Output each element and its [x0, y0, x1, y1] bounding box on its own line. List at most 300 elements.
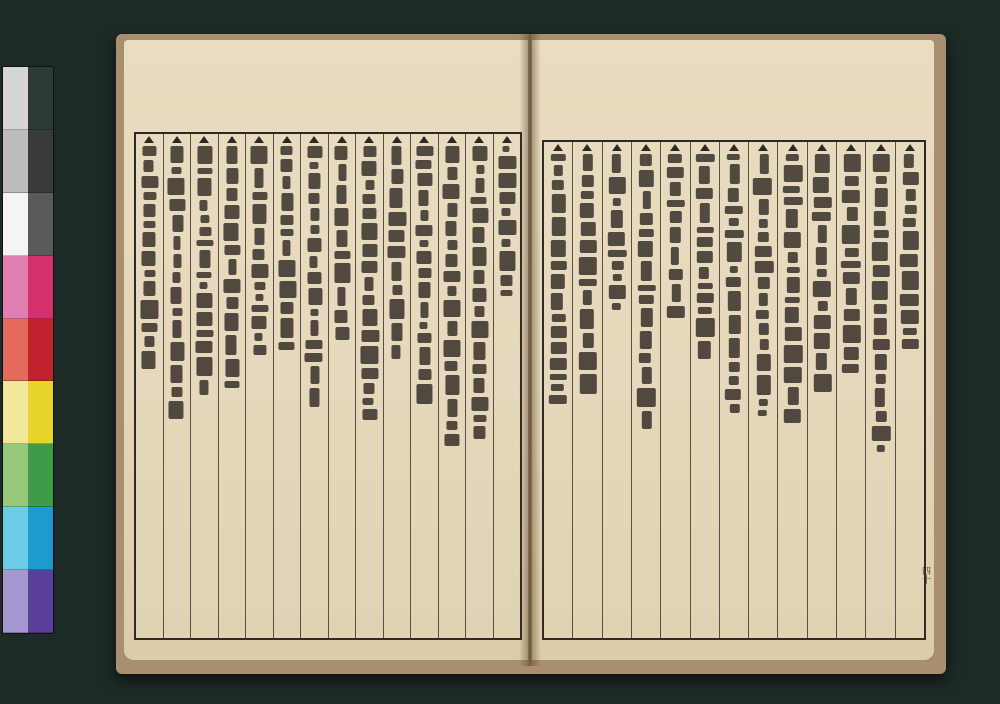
ink-stroke	[725, 389, 741, 400]
ink-stroke	[550, 358, 567, 370]
column-marker-icon	[364, 136, 374, 143]
column-marker-icon	[254, 136, 264, 143]
ink-stroke	[224, 205, 239, 219]
ink-stroke	[223, 279, 241, 293]
column-marker-icon	[199, 136, 209, 143]
column-marker-icon	[282, 136, 292, 143]
ink-stroke	[311, 320, 319, 336]
ink-stroke	[364, 146, 377, 157]
ink-stroke	[254, 333, 263, 341]
ink-stroke	[473, 247, 487, 266]
ink-stroke	[388, 246, 405, 258]
ink-stroke	[361, 223, 377, 240]
ink-stroke	[363, 295, 375, 305]
ink-stroke	[334, 263, 350, 283]
ink-stroke	[282, 193, 294, 211]
column-marker-icon	[729, 144, 739, 151]
colour-swatch	[3, 319, 28, 382]
ink-stroke	[813, 281, 830, 297]
brush-script-text	[167, 146, 186, 419]
ink-stroke	[226, 359, 239, 377]
ink-stroke	[252, 192, 268, 200]
ink-stroke	[670, 211, 682, 222]
ink-stroke	[363, 383, 375, 394]
ink-stroke	[641, 261, 652, 281]
text-column	[300, 134, 328, 638]
ink-stroke	[171, 387, 182, 397]
left-page	[124, 40, 528, 660]
ink-stroke	[729, 362, 740, 371]
ink-stroke	[551, 342, 567, 355]
ink-stroke	[310, 256, 318, 268]
ink-stroke	[841, 225, 859, 244]
ink-stroke	[841, 190, 860, 203]
brush-script-text	[387, 146, 406, 359]
ink-stroke	[728, 291, 741, 311]
ink-stroke	[196, 240, 213, 247]
column-marker-icon	[419, 136, 429, 143]
column-marker-icon	[474, 136, 484, 143]
ink-stroke	[336, 230, 347, 248]
ink-stroke	[612, 154, 621, 173]
ink-stroke	[283, 176, 291, 189]
ink-stroke	[254, 228, 264, 245]
ink-stroke	[279, 260, 296, 277]
ink-stroke	[196, 272, 212, 278]
ink-stroke	[816, 353, 827, 370]
brush-script-text	[250, 146, 269, 355]
ink-stroke	[813, 177, 829, 193]
colour-swatch	[28, 507, 53, 570]
ink-stroke	[420, 322, 428, 329]
ink-stroke	[310, 388, 320, 407]
ink-stroke	[310, 208, 319, 221]
ink-stroke	[415, 225, 432, 236]
colour-swatch	[3, 381, 28, 444]
brush-script-text	[665, 154, 685, 318]
ink-stroke	[361, 330, 379, 342]
ink-stroke	[197, 178, 211, 195]
ink-stroke	[445, 361, 458, 371]
ink-stroke	[613, 274, 622, 281]
ink-stroke	[392, 345, 401, 359]
ink-stroke	[474, 415, 487, 421]
open-book	[116, 34, 946, 674]
column-marker-icon	[337, 136, 347, 143]
ink-stroke	[845, 248, 858, 257]
ink-stroke	[365, 277, 374, 291]
brush-script-text	[841, 154, 861, 373]
left-page-text-frame	[134, 132, 522, 640]
ink-stroke	[445, 254, 458, 267]
ink-stroke	[447, 321, 457, 336]
ink-stroke	[388, 230, 405, 242]
ink-stroke	[579, 374, 596, 393]
ink-stroke	[874, 318, 886, 335]
ink-stroke	[334, 251, 350, 259]
ink-stroke	[169, 199, 185, 211]
ink-stroke	[814, 197, 832, 208]
ink-stroke	[818, 301, 828, 311]
ink-stroke	[305, 353, 323, 361]
text-column	[163, 134, 191, 638]
ink-stroke	[903, 328, 917, 335]
ink-stroke	[199, 227, 211, 236]
ink-stroke	[554, 165, 563, 176]
ink-stroke	[141, 323, 157, 332]
ink-stroke	[361, 346, 379, 364]
ink-stroke	[200, 200, 208, 212]
ink-stroke	[141, 251, 155, 267]
ink-stroke	[447, 421, 458, 430]
ink-stroke	[816, 247, 827, 265]
column-marker-icon	[582, 144, 592, 151]
ink-stroke	[141, 176, 158, 188]
brush-script-text	[415, 146, 434, 404]
ink-stroke	[362, 244, 377, 258]
ink-stroke	[759, 199, 770, 215]
colour-swatch	[28, 67, 53, 130]
column-marker-icon	[502, 136, 512, 143]
text-column	[631, 142, 660, 638]
column-marker-icon	[447, 136, 457, 143]
ink-stroke	[784, 345, 803, 363]
ink-stroke	[641, 308, 653, 327]
right-page-columns	[544, 142, 924, 638]
ink-stroke	[447, 286, 456, 297]
page-number: 四十	[920, 566, 930, 584]
ink-stroke	[251, 264, 268, 279]
ink-stroke	[474, 270, 484, 284]
ink-stroke	[173, 254, 181, 268]
ink-stroke	[362, 208, 376, 219]
ink-stroke	[552, 194, 566, 213]
ink-stroke	[696, 318, 714, 337]
ink-stroke	[476, 165, 484, 174]
brush-script-text	[694, 154, 714, 359]
text-column	[602, 142, 631, 638]
ink-stroke	[447, 240, 457, 250]
ink-stroke	[308, 288, 322, 306]
colour-swatch	[28, 381, 53, 444]
ink-stroke	[639, 295, 654, 303]
ink-stroke	[842, 272, 860, 284]
ink-stroke	[307, 238, 321, 252]
ink-stroke	[670, 247, 679, 265]
column-marker-icon	[172, 136, 182, 143]
ink-stroke	[252, 204, 266, 224]
ink-stroke	[699, 267, 709, 279]
ink-stroke	[550, 274, 565, 289]
column-marker-icon	[612, 144, 622, 151]
text-column	[572, 142, 601, 638]
ink-stroke	[251, 316, 266, 329]
ink-stroke	[844, 154, 861, 172]
ink-stroke	[905, 205, 917, 214]
column-marker-icon	[905, 144, 915, 151]
colour-swatch	[3, 570, 28, 633]
ink-stroke	[667, 306, 685, 319]
text-column	[777, 142, 806, 638]
text-column	[410, 134, 438, 638]
ink-stroke	[227, 188, 237, 201]
ink-stroke	[784, 232, 802, 248]
text-column	[836, 142, 865, 638]
ink-stroke	[144, 192, 157, 200]
ink-stroke	[643, 191, 651, 209]
ink-stroke	[696, 154, 715, 162]
ink-stroke	[281, 318, 294, 338]
ink-stroke	[903, 231, 919, 250]
text-column	[273, 134, 301, 638]
text-column	[465, 134, 493, 638]
ink-stroke	[172, 167, 182, 174]
ink-stroke	[611, 210, 623, 228]
ink-stroke	[551, 261, 566, 271]
ink-stroke	[361, 161, 376, 176]
ink-stroke	[637, 388, 656, 407]
ink-stroke	[874, 304, 887, 314]
ink-stroke	[281, 146, 292, 155]
text-column	[895, 142, 924, 638]
ink-stroke	[172, 272, 180, 282]
ink-stroke	[392, 169, 404, 184]
brush-script-text	[607, 154, 627, 310]
ink-stroke	[638, 241, 653, 257]
ink-stroke	[473, 227, 485, 243]
colour-swatch	[3, 256, 28, 319]
column-marker-icon	[788, 144, 798, 151]
ink-stroke	[199, 250, 210, 268]
brush-script-text	[305, 146, 324, 407]
ink-stroke	[143, 281, 156, 296]
ink-stroke	[698, 341, 711, 359]
ink-stroke	[875, 354, 888, 370]
ink-stroke	[843, 347, 859, 361]
column-marker-icon	[876, 144, 886, 151]
ink-stroke	[875, 388, 885, 407]
colour-swatch	[3, 130, 28, 193]
ink-stroke	[725, 230, 744, 238]
ink-stroke	[670, 227, 681, 243]
ink-stroke	[902, 218, 916, 227]
colour-swatch	[28, 193, 53, 256]
colour-swatch	[3, 193, 28, 256]
ink-stroke	[448, 399, 458, 418]
brush-script-text	[900, 154, 920, 349]
ink-stroke	[697, 293, 714, 303]
ink-stroke	[421, 210, 429, 222]
column-marker-icon	[144, 136, 154, 143]
ink-stroke	[310, 309, 318, 316]
ink-stroke	[753, 178, 771, 196]
ink-stroke	[843, 325, 861, 343]
text-column	[493, 134, 521, 638]
ink-stroke	[253, 345, 266, 355]
ink-stroke	[144, 160, 153, 172]
ink-stroke	[814, 333, 830, 349]
ink-stroke	[144, 336, 154, 346]
ink-stroke	[224, 223, 239, 241]
ink-stroke	[668, 154, 683, 163]
ink-stroke	[697, 227, 713, 233]
ink-stroke	[583, 290, 592, 305]
ink-stroke	[730, 266, 738, 273]
ink-stroke	[365, 180, 374, 190]
ink-stroke	[609, 285, 626, 299]
ink-stroke	[613, 198, 621, 206]
ink-stroke	[446, 146, 459, 163]
ink-stroke	[698, 283, 713, 289]
ink-stroke	[197, 168, 212, 174]
ink-stroke	[311, 366, 319, 384]
ink-stroke	[900, 310, 919, 324]
ink-stroke	[671, 284, 681, 302]
brush-script-text	[332, 146, 351, 340]
ink-stroke	[476, 178, 485, 193]
ink-stroke	[224, 245, 240, 254]
ink-stroke	[608, 250, 627, 257]
ink-stroke	[224, 313, 239, 330]
ink-stroke	[173, 320, 181, 337]
ink-stroke	[640, 331, 652, 349]
ink-stroke	[787, 267, 800, 273]
ink-stroke	[226, 335, 236, 355]
column-marker-icon	[846, 144, 856, 151]
ink-stroke	[817, 269, 828, 277]
ink-stroke	[755, 246, 772, 257]
brush-script-text	[548, 154, 568, 404]
text-column	[218, 134, 246, 638]
ink-stroke	[578, 352, 597, 371]
ink-stroke	[336, 185, 347, 204]
ink-stroke	[729, 218, 740, 226]
brush-script-text	[140, 146, 159, 369]
ink-stroke	[392, 262, 402, 281]
ink-stroke	[729, 376, 739, 385]
brush-script-text	[724, 154, 744, 413]
ink-stroke	[639, 353, 651, 363]
ink-stroke	[787, 252, 797, 263]
ink-stroke	[760, 339, 769, 350]
text-column	[807, 142, 836, 638]
ink-stroke	[579, 257, 597, 274]
ink-stroke	[251, 305, 268, 312]
ink-stroke	[785, 297, 800, 303]
ink-stroke	[335, 327, 349, 339]
ink-stroke	[281, 159, 293, 172]
right-page	[532, 40, 934, 660]
ink-stroke	[443, 340, 460, 357]
ink-stroke	[551, 154, 566, 161]
ink-stroke	[871, 242, 888, 260]
ink-stroke	[471, 397, 488, 411]
ink-stroke	[551, 180, 563, 190]
ink-stroke	[667, 167, 684, 177]
ink-stroke	[499, 173, 517, 188]
ink-stroke	[785, 154, 798, 161]
ink-stroke	[171, 365, 183, 383]
ink-stroke	[338, 164, 346, 182]
ink-stroke	[141, 300, 159, 319]
brush-script-text	[470, 146, 489, 439]
ink-stroke	[639, 229, 654, 237]
colour-swatch	[28, 256, 53, 319]
ink-stroke	[759, 399, 768, 406]
ink-stroke	[846, 207, 857, 221]
ink-stroke	[501, 290, 513, 296]
ink-stroke	[361, 368, 378, 378]
column-marker-icon	[553, 144, 563, 151]
ink-stroke	[728, 188, 739, 203]
text-column	[328, 134, 356, 638]
ink-stroke	[699, 203, 709, 222]
ink-stroke	[363, 398, 374, 405]
ink-stroke	[278, 342, 295, 350]
ink-stroke	[389, 188, 403, 208]
text-column	[136, 134, 163, 638]
ink-stroke	[877, 445, 885, 452]
ink-stroke	[873, 339, 890, 350]
ink-stroke	[474, 306, 484, 317]
ink-stroke	[786, 277, 799, 293]
ink-stroke	[902, 271, 920, 290]
ink-stroke	[279, 281, 296, 299]
ink-stroke	[144, 221, 156, 229]
ink-stroke	[876, 374, 886, 384]
column-marker-icon	[227, 136, 237, 143]
ink-stroke	[416, 251, 431, 264]
ink-stroke	[873, 154, 890, 172]
ink-stroke	[581, 191, 594, 199]
text-column	[719, 142, 748, 638]
ink-stroke	[448, 203, 458, 218]
brush-script-text	[782, 154, 802, 423]
ink-stroke	[390, 299, 405, 319]
ink-stroke	[784, 327, 801, 341]
ink-stroke	[199, 380, 208, 395]
column-marker-icon	[700, 144, 710, 151]
ink-stroke	[583, 154, 593, 171]
ink-stroke	[418, 173, 433, 186]
brush-script-text	[577, 154, 597, 394]
ink-stroke	[642, 411, 652, 429]
ink-stroke	[418, 333, 432, 343]
ink-stroke	[783, 409, 801, 424]
ink-stroke	[758, 410, 767, 416]
brush-script-text	[870, 154, 890, 452]
ink-stroke	[362, 309, 378, 326]
ink-stroke	[900, 254, 919, 267]
ink-stroke	[418, 268, 432, 278]
ink-stroke	[841, 261, 860, 267]
text-column	[383, 134, 411, 638]
ink-stroke	[874, 230, 890, 238]
ink-stroke	[872, 281, 888, 299]
ink-stroke	[667, 200, 685, 208]
ink-stroke	[281, 215, 294, 225]
ink-stroke	[551, 240, 566, 257]
ink-stroke	[143, 204, 155, 217]
column-marker-icon	[309, 136, 319, 143]
ink-stroke	[818, 225, 827, 242]
ink-stroke	[226, 146, 237, 164]
text-column	[748, 142, 777, 638]
ink-stroke	[196, 330, 213, 336]
colour-swatch	[3, 507, 28, 570]
ink-stroke	[727, 242, 741, 262]
ink-stroke	[609, 177, 625, 194]
